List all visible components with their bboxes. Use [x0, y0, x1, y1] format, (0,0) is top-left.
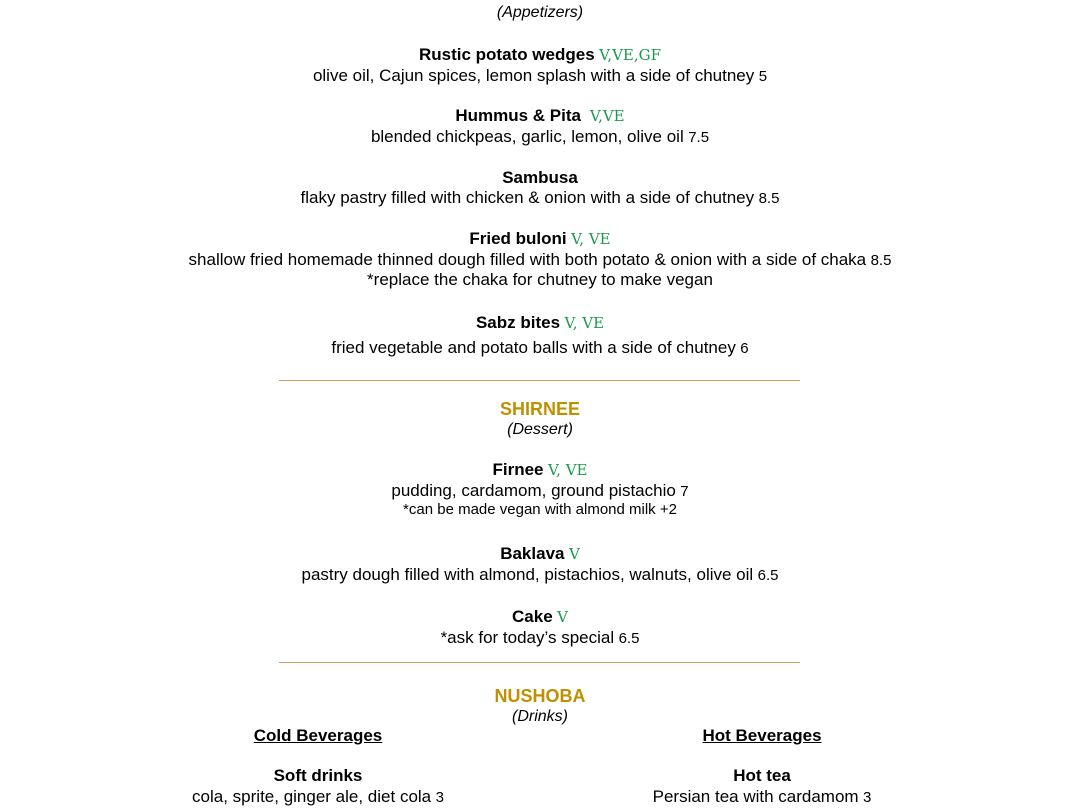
- dessert-subtitle: (Dessert): [507, 421, 573, 438]
- drinks-heading: NUSHOBA: [494, 686, 586, 706]
- section-divider: [279, 662, 800, 663]
- item-price: 6.5: [757, 567, 779, 584]
- menu-item-desc-row: [612, 787, 912, 807]
- dietary-tags: V,VE: [589, 107, 625, 125]
- cold-beverages-column: [168, 726, 468, 807]
- menu-item-name-row: [0, 313, 1080, 333]
- dietary-tags: V,VE,GF: [599, 46, 662, 64]
- menu-item-desc-row: [0, 127, 1080, 147]
- item-name: Sabz bites: [475, 313, 561, 332]
- item-price: 3: [435, 789, 444, 806]
- menu-item-name-row: [0, 544, 1080, 564]
- item-name: Cake: [512, 607, 553, 626]
- item-name: Fried buloni: [469, 229, 567, 248]
- menu-item-desc-row: [0, 188, 1080, 208]
- item-description: cola, sprite, ginger ale, diet cola: [192, 787, 432, 806]
- item-description: fried vegetable and potato balls with a side of chutney: [331, 338, 736, 357]
- dietary-tags: V, VE: [564, 314, 605, 332]
- item-description: blended chickpeas, garlic, lemon, olive oil: [370, 127, 684, 146]
- menu-item-name-row: [0, 607, 1080, 627]
- dietary-tags: V: [557, 608, 568, 626]
- dietary-tags: V, VE: [571, 230, 611, 248]
- drinks-subtitle: (Drinks): [512, 708, 568, 725]
- item-name: Baklava: [500, 544, 565, 563]
- item-description: shallow fried homemade thinned dough filled with both potato & onion with a side of chaka: [188, 250, 867, 269]
- hot-beverages-column: [612, 726, 912, 807]
- item-price: 7.5: [688, 129, 710, 146]
- cold-beverages-heading: Cold Beverages: [253, 726, 383, 745]
- item-note: *replace the chaka for chutney to make vegan: [367, 270, 713, 289]
- item-name: Sambusa: [502, 168, 578, 187]
- item-description: flaky pastry filled with chicken & onion with a side of chutney: [300, 188, 755, 207]
- menu-item-name-row: [0, 460, 1080, 480]
- menu-item-desc-row: [0, 628, 1080, 648]
- item-price: 3: [863, 789, 872, 806]
- item-name: Soft drinks: [273, 766, 363, 785]
- item-price: 6.5: [618, 630, 640, 647]
- item-description: pudding, cardamom, ground pistachio: [391, 481, 676, 500]
- menu-item-desc-row: [0, 338, 1080, 358]
- menu-item-name-row: [0, 106, 1080, 126]
- appetizers-subtitle: (Appetizers): [496, 4, 584, 21]
- item-description: olive oil, Cajun spices, lemon splash with a side of chutney: [312, 66, 755, 85]
- item-description: *ask for today’s special: [440, 628, 615, 647]
- menu-item-desc-row: [168, 787, 468, 807]
- menu-item-name-row: [0, 45, 1080, 65]
- menu-item-desc-row: [0, 250, 1080, 270]
- menu-item-name-row: [0, 229, 1080, 249]
- item-description: pastry dough filled with almond, pistachios, walnuts, olive oil: [301, 565, 754, 584]
- menu-item-desc-row: [0, 565, 1080, 585]
- hot-beverages-heading: Hot Beverages: [702, 726, 822, 745]
- item-description: Persian tea with cardamom: [652, 787, 859, 806]
- section-divider: [279, 380, 800, 381]
- item-name: Firnee: [492, 460, 544, 479]
- item-price: 6: [740, 340, 749, 357]
- item-note: *can be made vegan with almond milk +2: [403, 501, 677, 518]
- dietary-tags: V: [568, 545, 580, 563]
- dessert-heading: SHIRNEE: [499, 399, 580, 419]
- item-price: 8.5: [870, 252, 892, 269]
- menu-item-name-row: [0, 168, 1080, 188]
- item-price: 8.5: [758, 190, 780, 207]
- item-name: Rustic potato wedges: [418, 45, 595, 64]
- menu-item-desc-row: [0, 66, 1080, 86]
- menu-item-desc-row: [0, 481, 1080, 501]
- item-name: Hot tea: [733, 766, 791, 785]
- dietary-tags: V, VE: [547, 461, 588, 479]
- item-name: Hummus & Pita: [455, 106, 581, 125]
- item-price: 7: [680, 483, 689, 500]
- item-price: 5: [758, 68, 768, 85]
